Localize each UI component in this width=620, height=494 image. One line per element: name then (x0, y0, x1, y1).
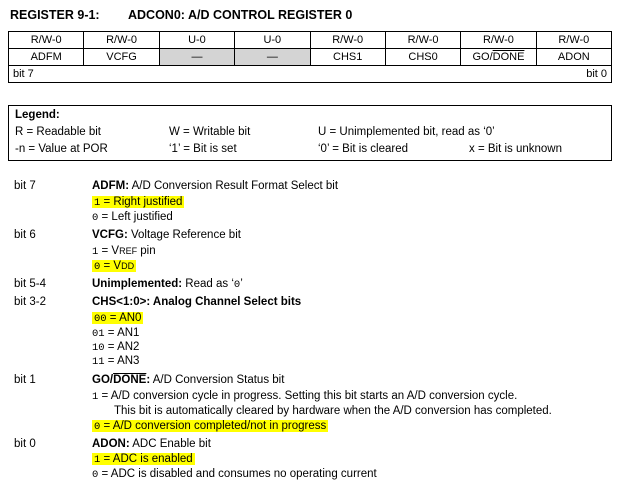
bit54-label: bit 5-4 (14, 278, 46, 290)
access-cell: R/W-0 (385, 32, 460, 49)
bit6-option-0: 0 = VDD (94, 260, 135, 273)
access-cell: R/W-0 (9, 32, 84, 49)
bit-range-row (9, 66, 612, 83)
bitname-unimpl-4: — (235, 49, 310, 66)
bit0-option-0: 0 = ADC is disabled and consumes no operating current (92, 468, 377, 481)
bit7-option-0: 0 = Left justified (92, 211, 173, 224)
access-row (9, 32, 612, 49)
legend-title: Legend: (15, 109, 60, 121)
bitname-row (9, 49, 612, 66)
bit6-label: bit 6 (14, 229, 36, 241)
bit0-option-1: 1 = ADC is enabled (94, 453, 193, 466)
bit0-title: ADON: ADC Enable bit (92, 438, 211, 450)
bit0-label: bit 0 (14, 438, 36, 450)
access-cell: U-0 (159, 32, 234, 49)
register-name: ADCON0: A/D CONTROL REGISTER 0 (128, 8, 353, 22)
bit7-label: bit 7 (14, 180, 36, 192)
bit32-option-00: 00 = AN0 (94, 312, 142, 325)
legend-cleared: ‘0’ = Bit is cleared (318, 143, 409, 155)
bitname-unimpl-5: — (159, 49, 234, 66)
legend-por: -n = Value at POR (15, 143, 108, 155)
legend-set: ‘1’ = Bit is set (169, 143, 237, 155)
bit7-title: ADFM: A/D Conversion Result Format Select bit (92, 180, 339, 192)
register-table (8, 31, 612, 83)
access-cell: U-0 (235, 32, 310, 49)
access-cell: R/W-0 (310, 32, 385, 49)
bit1-title: GO/DONE: A/D Conversion Status bit (92, 374, 285, 386)
bit1-option-0: 0 = A/D conversion completed/not in progress (94, 420, 327, 433)
bitname-adon: ADON (536, 49, 611, 66)
bitname-chs0: CHS0 (385, 49, 460, 66)
register-title (10, 8, 352, 22)
bit1-label: bit 1 (14, 374, 36, 386)
bit32-option-11: 11 = AN3 (92, 355, 140, 368)
bit32-label: bit 3-2 (14, 296, 46, 308)
legend-box (8, 105, 612, 161)
bit1-option-1-note: This bit is automatically cleared by hardware when the A/D conversion has completed. (114, 405, 552, 417)
bit1-option-1: 1 = A/D conversion cycle in progress. Setting this bit starts an A/D conversion cycle. (92, 390, 518, 403)
access-cell: R/W-0 (461, 32, 536, 49)
register-number: REGISTER 9-1: (10, 8, 100, 22)
bit32-option-10: 10 = AN2 (92, 341, 140, 354)
bitname-vcfg: VCFG (84, 49, 159, 66)
legend-readable: R = Readable bit (15, 126, 101, 138)
bit32-title: CHS<1:0>: Analog Channel Select bits (92, 296, 302, 308)
legend-unimplemented: U = Unimplemented bit, read as ‘0’ (318, 126, 495, 138)
bit6-option-1: 1 = VREF pin (92, 245, 156, 258)
bit32-option-01: 01 = AN1 (92, 327, 140, 340)
access-cell: R/W-0 (84, 32, 159, 49)
bit6-title: VCFG: Voltage Reference bit (92, 229, 241, 241)
bit-low-label: bit 0 (586, 68, 607, 80)
legend-unknown: x = Bit is unknown (469, 143, 563, 155)
bit7-option-1: 1 = Right justified (94, 196, 183, 209)
bit-high-label: bit 7 (13, 68, 34, 80)
access-cell: R/W-0 (536, 32, 611, 49)
bitname-chs1: CHS1 (310, 49, 385, 66)
legend-writable: W = Writable bit (169, 126, 251, 138)
bitname-go-done: GO/DONE (461, 49, 536, 66)
bit54-title: Unimplemented: Read as ‘0’ (92, 278, 243, 291)
bitname-adfm: ADFM (9, 49, 84, 66)
